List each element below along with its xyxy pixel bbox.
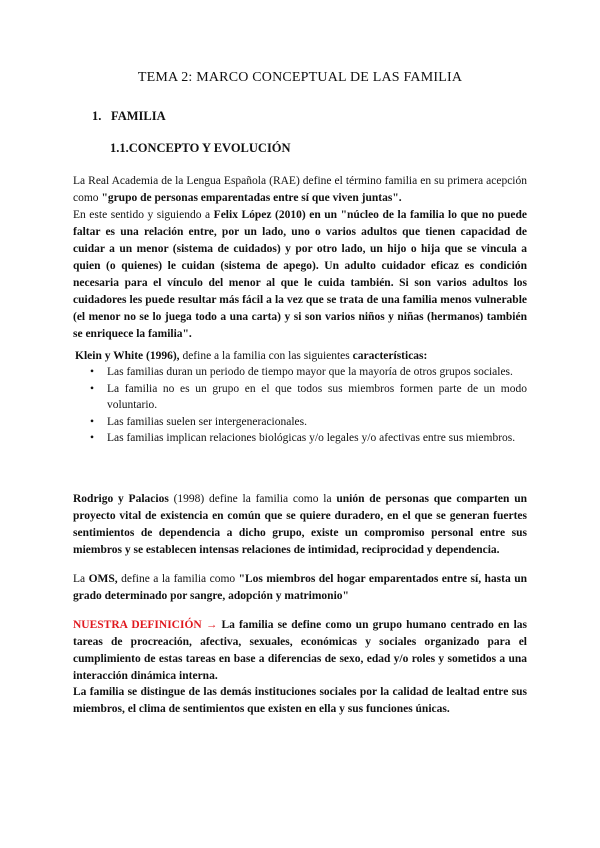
paragraph-keyword: características: [352, 350, 428, 362]
section-label: FAMILIA [111, 109, 166, 123]
paragraph-text: La [73, 573, 89, 585]
section-number: 1. [92, 109, 102, 123]
paragraph-author: Rodrigo y Palacios [73, 493, 169, 505]
paragraph-intro: En este sentido y siguiendo a [73, 209, 214, 221]
paragraph-family-distinction: La familia se distingue de las demás instituciones sociales por la calidad de lealtad entre sus miembros, el clima de sentimientos que existen en ella y sus funciones únicas. [73, 686, 527, 715]
paragraph-text: define a la familia con las siguientes [179, 350, 353, 362]
arrow-right-icon: → [201, 619, 222, 631]
page-title: TEMA 2: MARCO CONCEPTUAL DE LAS FAMILIA [137, 70, 463, 85]
bullet-icon: • [90, 382, 95, 395]
paragraph-definition: unión de personas que comparten un proyecto vital de existencia en común que se quiere duradero, en el que se generan fuertes sentimientos de dependencia a dicho grupo, existe un compromiso personal entre sus miembros y se establecen intensas relaciones de intimidad, reciprocidad y dependencia. [73, 493, 527, 556]
bullet-icon: • [90, 366, 95, 378]
paragraph-felix-lopez [73, 207, 527, 343]
paragraph-author: Felix López (2010) [213, 209, 306, 221]
paragraph-quote: en un "núcleo de la familia lo que no puede faltar es una relación entre, por un lado, uno o varios adultos que tienen capacidad de cuidar a un menor (sistema de cuidados) y por otro lado, un hijo o hija que se vincula a quien (o quienes) le cuidan (sistema de apego). Un adulto cuidador eficaz es condición necesaria para el vínculo del menor al que le cuida también. Si son varios adultos los cuidadores les puede resultar más fácil a la vez que se trata de una familia menos vulnerable (el menor no se lo juega todo a una carta) y si son varios niños y niñas (hermanos) también se enriquece la familia". [73, 209, 528, 340]
paragraph-text: La Real Academia de la Lengua Española (RAE) define el término familia en su primera acepción como [73, 175, 527, 204]
list-item: • Las familias suelen ser intergeneracionales. [90, 414, 527, 431]
list-item: • La familia no es un grupo en el que todos sus miembros formen parte de un modo voluntario. [90, 382, 527, 411]
paragraph-rae-definition [73, 173, 527, 207]
paragraph-klein-white [75, 348, 529, 365]
section-heading [92, 109, 166, 124]
paragraph-quote: "grupo de personas emparentadas entre sí que viven juntas". [101, 192, 402, 204]
paragraph-author: Klein y White (1996), [75, 350, 180, 362]
paragraph-org: OMS, [88, 573, 118, 585]
bullet-icon: • [90, 415, 95, 428]
paragraph-oms [73, 571, 527, 605]
subsection-heading: 1.1.CONCEPTO Y EVOLUCIÓN [110, 141, 291, 155]
paragraph-text-2: define a la familia como [117, 573, 239, 585]
definition-label: NUESTRA DEFINICIÓN [73, 619, 202, 631]
paragraph-our-definition [73, 617, 527, 685]
list-item: • Las familias implican relaciones biológicas y/o legales y/o afectivas entre sus miembros. [90, 430, 527, 447]
characteristics-list [90, 364, 527, 447]
definition-text: La familia se define como un grupo humano centrado en las tareas de procreación, afectiva, sexuales, económicas y sociales organizado para el cumplimiento de estas tareas en base a diferencias de sexo, edad y/o roles y sometidos a una interacción dinámica interna. [73, 619, 528, 682]
paragraph-text: (1998) define la familia como la [168, 493, 337, 505]
paragraph-rodrigo-palacios [73, 491, 527, 559]
paragraph-quote: "Los miembros del hogar emparentados entre sí, hasta un grado determinado por sangre, adopción y matrimonio" [73, 573, 527, 602]
bullet-icon: • [90, 432, 95, 444]
list-item: • Las familias duran un periodo de tiempo mayor que la mayoría de otros grupos sociales. [90, 364, 527, 381]
